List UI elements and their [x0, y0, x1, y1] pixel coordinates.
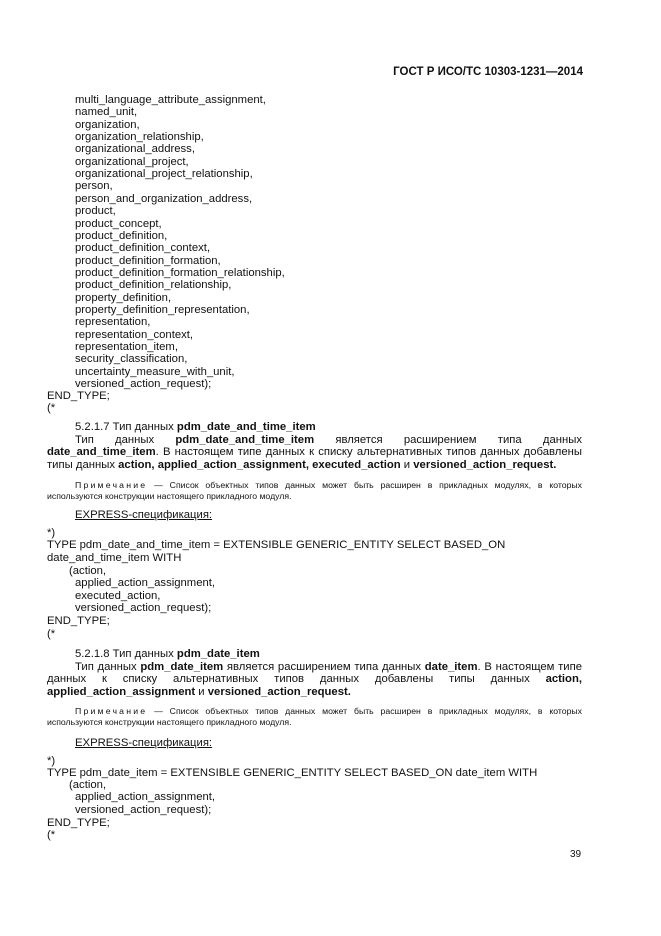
note-text: — Список объектных типов данных может быть расширен в прикладных модулях, в которых используются конструкции настоящего прикладного модуля. — [47, 480, 582, 501]
separator: , — [305, 458, 313, 471]
end-type-keyword: END_TYPE; — [47, 615, 110, 627]
section-paragraph — [47, 661, 582, 698]
select-list-item: versioned_action_request); — [75, 803, 212, 816]
text-run: и — [400, 458, 414, 471]
select-list-item: person_and_organization_address, — [75, 192, 253, 205]
type-name: applied_action_assignment — [157, 458, 306, 471]
type-name: action — [118, 458, 152, 471]
text-run: является расширением типа данных — [223, 661, 425, 673]
select-list-item: organizational_project_relationship, — [75, 168, 253, 181]
heading-type-name: pdm_date_and_time_item — [176, 421, 316, 433]
type-name: action — [545, 673, 579, 686]
select-list-item: security_classification, — [75, 353, 188, 366]
select-list-item: person, — [75, 180, 113, 193]
separator: . — [347, 685, 351, 698]
select-list-item: organizational_project, — [75, 155, 189, 168]
select-list-item: representation_item, — [75, 341, 178, 353]
select-list-item: multi_language_attribute_assignment, — [75, 94, 266, 106]
document-header: ГОСТ Р ИСО/ТС 10303-1231—2014 — [393, 66, 583, 78]
note-label: Примечание — [75, 480, 148, 490]
text-run: . В настоящем типе данных к списку альтернативных типов данных добавлены типы данных — [47, 446, 582, 471]
select-list-item: product, — [75, 205, 116, 218]
select-list-item: (action, — [69, 565, 107, 577]
select-list-item: executed_action, — [75, 589, 161, 602]
text-run: Тип данных — [75, 434, 176, 446]
comment-open: (* — [47, 628, 56, 640]
heading-type-name: pdm_date_item — [176, 648, 260, 660]
section-heading-5-2-1-7 — [47, 421, 582, 433]
select-list-item: product_definition_formation, — [75, 254, 221, 267]
type-name: versioned_action_request — [413, 458, 554, 471]
comment-open: (* — [47, 402, 56, 414]
select-list-item: organization, — [75, 118, 140, 131]
note-label: Примечание — [75, 706, 148, 716]
end-type-keyword: END_TYPE; — [47, 817, 110, 829]
select-list-item: organization_relationship, — [75, 131, 204, 144]
comment-open: (* — [47, 829, 56, 841]
note-text: — Список объектных типов данных может быть расширен в прикладных модулях, в которых используются конструкции настоящего прикладного модуля. — [47, 706, 582, 727]
type-declaration-line: TYPE pdm_date_item = EXTENSIBLE GENERIC_ENTITY SELECT BASED_ON date_item WITH — [47, 767, 538, 779]
select-list-item: versioned_action_request); — [75, 602, 212, 615]
express-spec-label: EXPRESS-спецификация: — [75, 509, 213, 521]
express-spec-label: EXPRESS-спецификация: — [75, 737, 213, 749]
type-declaration-line: date_and_time_item WITH — [47, 552, 182, 564]
type-name: pdm_date_and_time_item — [175, 434, 315, 446]
select-list-item: representation, — [75, 316, 151, 329]
select-list-item: property_definition, — [75, 291, 172, 304]
select-list-item: property_definition_representation, — [75, 303, 250, 316]
type-name: executed_action — [312, 458, 401, 471]
select-list-item: product_definition_formation_relationship, — [75, 266, 285, 279]
select-list-item: applied_action_assignment, — [75, 577, 216, 590]
note-paragraph — [47, 706, 582, 728]
section-paragraph — [47, 434, 582, 471]
heading-number: 5.2.1.7 Тип данных — [75, 421, 177, 433]
select-list-item: product_definition_relationship, — [75, 279, 232, 292]
text-run: и — [195, 685, 208, 698]
select-list-item: named_unit, — [75, 106, 138, 119]
type-name: applied_action_assignment — [47, 685, 196, 698]
select-list-item: versioned_action_request); — [75, 378, 212, 391]
text-run: является расширением типа данных — [314, 434, 582, 446]
type-name: date_and_time_item — [47, 446, 156, 459]
section-heading-5-2-1-8 — [47, 648, 582, 660]
select-list-item: (action, — [69, 779, 107, 791]
note-paragraph — [47, 480, 582, 502]
select-list-item: product_definition, — [75, 229, 168, 242]
select-list-item: product_definition_context, — [75, 242, 211, 255]
text-run: . В настоящем типе данных к списку альтернативных типов данных добавлены типы данных — [47, 661, 582, 686]
end-type-keyword: END_TYPE; — [47, 390, 110, 402]
select-list-item: uncertainty_measure_with_unit, — [75, 365, 235, 378]
separator: , — [151, 458, 158, 471]
type-name: pdm_date_item — [140, 661, 224, 673]
type-declaration-line: TYPE pdm_date_and_time_item = EXTENSIBLE GENERIC_ENTITY SELECT BASED_ON — [47, 539, 506, 551]
type-name: versioned_action_request — [207, 685, 348, 698]
separator: . — [553, 458, 557, 471]
comment-close: *) — [47, 755, 56, 767]
select-list-item: representation_context, — [75, 328, 194, 341]
text-run: Тип данных — [75, 661, 141, 673]
heading-number: 5.2.1.8 Тип данных — [75, 648, 177, 660]
separator: , — [578, 673, 582, 686]
type-name: date_item — [424, 661, 478, 673]
comment-close: *) — [47, 527, 56, 539]
select-list-item: applied_action_assignment, — [75, 791, 216, 804]
select-list-item: product_concept, — [75, 217, 162, 230]
select-list-item: organizational_address, — [75, 143, 195, 156]
page-number: 39 — [570, 849, 582, 860]
